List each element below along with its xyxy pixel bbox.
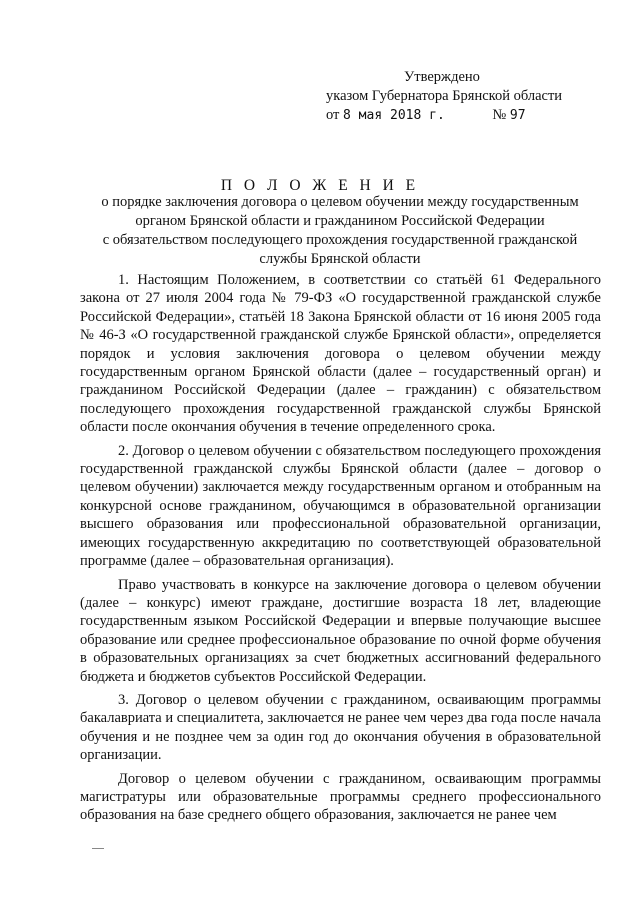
paragraph-3: 3. Договор о целевом обучении с гражданином, осваивающим программы бакалавриата и специалитета, заключается не ранее чем через два года после начала обучения и не позднее чем за один год до окончания обучения в образовательной организации. — [80, 691, 601, 764]
approval-stamp — [326, 68, 626, 125]
subtitle-line: органом Брянской области и гражданином Российской Федерации — [135, 213, 545, 229]
approval-date-line — [326, 106, 626, 125]
approval-number-label: № — [492, 107, 507, 123]
paragraph-3-continued: Договор о целевом обучении с гражданином, осваивающим программы магистратуры или образовательные программы среднего профессионального образования на базе среднего общего образования, заключается не ранее чем — [80, 770, 601, 824]
margin-mark — [92, 848, 104, 849]
document-subtitle — [80, 193, 600, 269]
document-title: П О Л О Ж Е Н И Е — [220, 177, 420, 194]
subtitle-line: о порядке заключения договора о целевом обучении между государственным — [101, 194, 579, 210]
approval-issuer: указом Губернатора Брянской области — [326, 88, 563, 104]
paragraph-1: 1. Настоящим Положением, в соответствии со статьёй 61 Федерального закона от 27 июля 2004 года № 79-ФЗ «О государственной гражданской службе Российской Федерации», статьёй 18 Закона Брянской области от 16 июня 2005 года № 46-З «О государственной гражданской службе Брянской области», определяется порядок и условия заключения договора о целевом обучении между государственным органом Брянской области (далее – государственный орган) и гражданином Российской Федерации (далее – гражданин) с обязательством последующего прохождения государственной гражданской службы Брянской области после окончания обучения в течение определенного срока. — [80, 272, 601, 436]
document-body — [80, 271, 601, 830]
paragraph-2: 2. Договор о целевом обучении с обязательством последующего прохождения государственной гражданской службы Брянской области (далее – договор о целевом обучении) заключается между государственным органом и отобранным на конкурсной основе гражданином, обучающимся в образовательной организации высшего образования или профессиональной образовательной организации, имеющих государственную аккредитацию по соответствующей образовательной программе (далее – образовательная организация). — [80, 442, 601, 570]
approval-date-prefix: от — [326, 107, 340, 123]
subtitle-line: службы Брянской области — [259, 251, 421, 267]
paragraph-2-continued: Право участвовать в конкурсе на заключение договора о целевом обучении (далее – конкурс) имеют граждане, достигшие возраста 18 лет, владеющие государственным языком Российской Федерации и впервые получающие высшее образование или среднее профессиональное образование по очной форме обучения в образовательных организациях за счет бюджетных ассигнований федерального бюджета и бюджетов субъектов Российской Федерации. — [80, 576, 601, 685]
approval-number: 97 — [509, 108, 526, 123]
approval-date: 8 мая 2018 г. — [343, 108, 445, 123]
approval-heading: Утверждено — [404, 69, 480, 85]
subtitle-line: с обязательством последующего прохождения государственной гражданской — [102, 232, 578, 248]
